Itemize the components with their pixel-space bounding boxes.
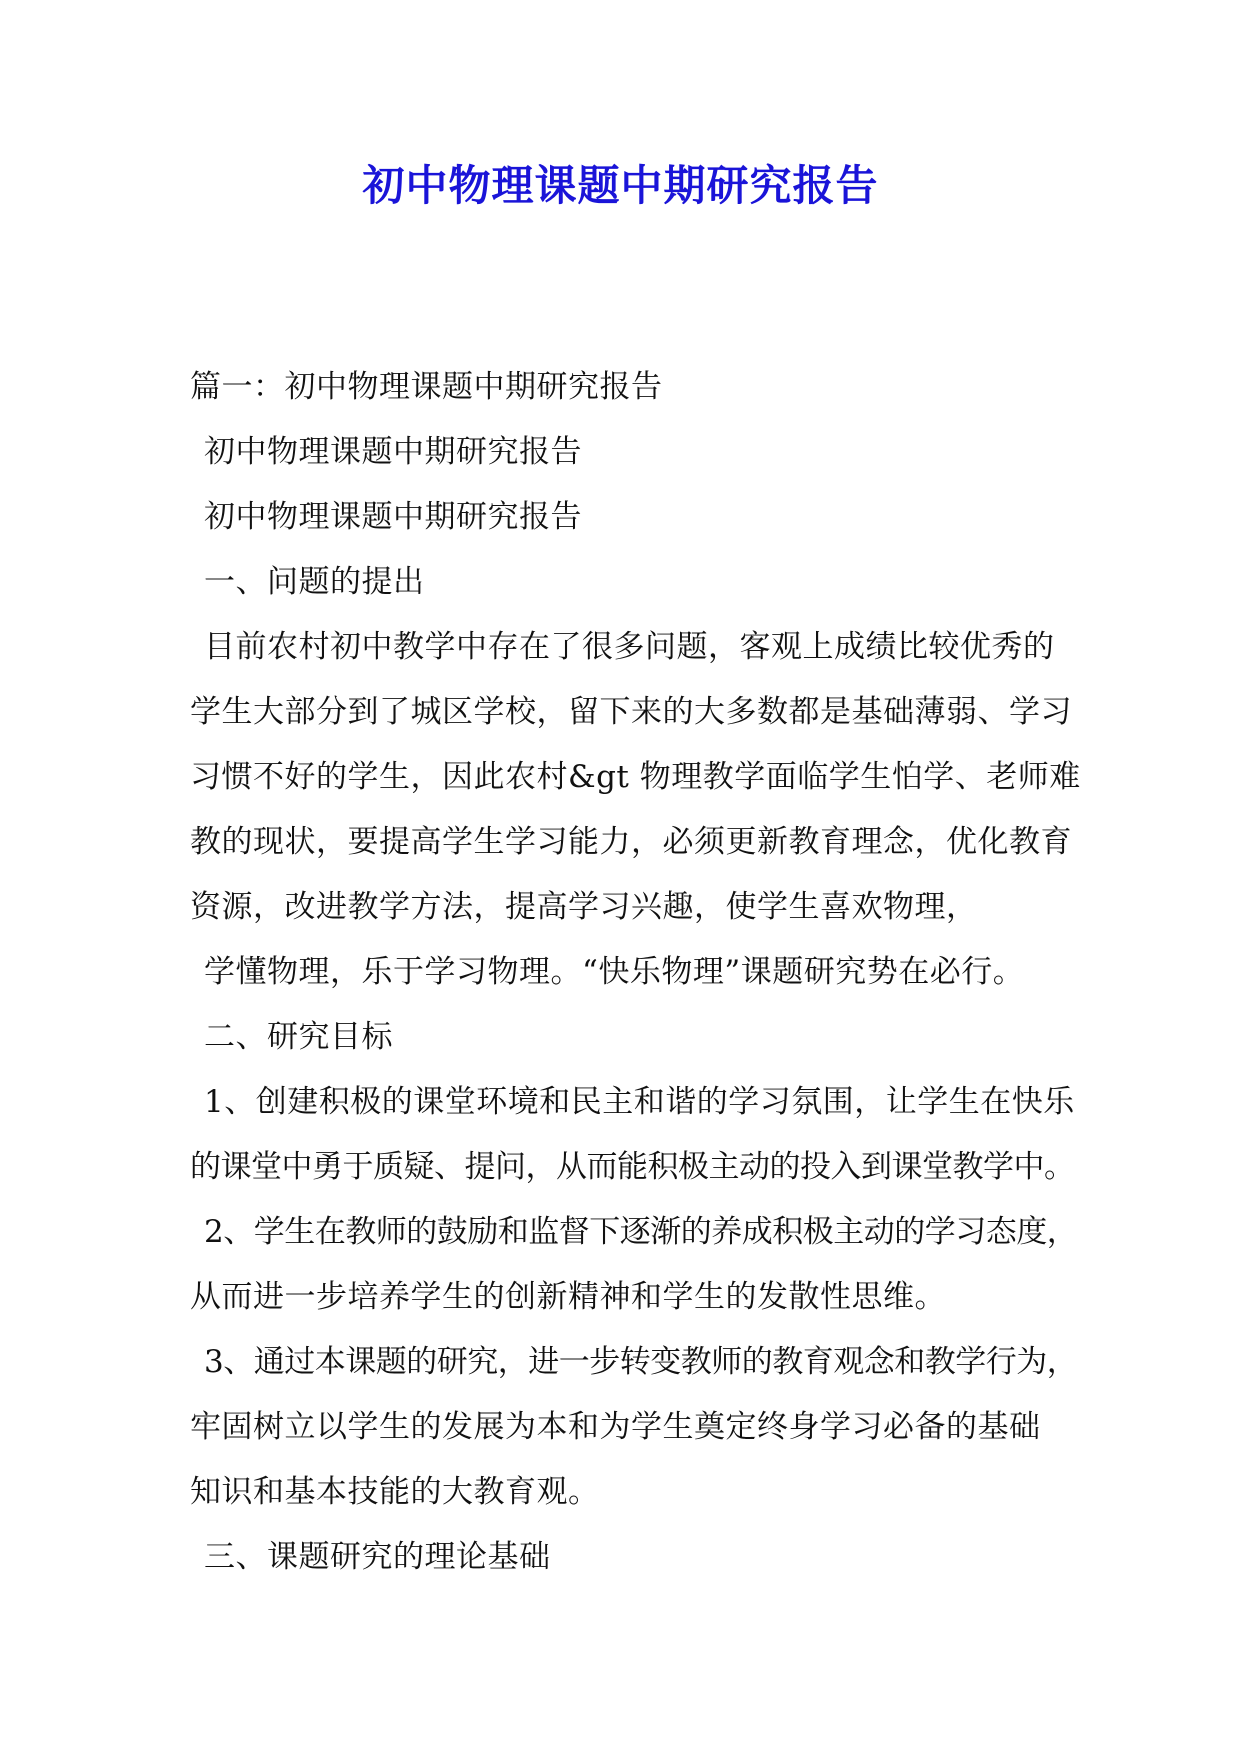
paragraph-line: 知识和基本技能的大教育观。 [190,1474,600,1510]
paragraph-line: 学生大部分到了城区学校，留下来的大多数都是基础薄弱、学习 [190,694,1072,730]
paragraph-line: 目前农村初中教学中存在了很多问题，客观上成绩比较优秀的 [204,629,1055,665]
paragraph-line: 教的现状，要提高学生学习能力，必须更新教育理念，优化教育 [190,824,1072,860]
paragraph-line: 资源，改进教学方法，提高学习兴趣，使学生喜欢物理， [190,889,978,925]
paragraph-line: 牢固树立以学生的发展为本和为学生奠定终身学习必备的基础 [190,1409,1041,1445]
paragraph-line: 从而进一步培养学生的创新精神和学生的发散性思维。 [190,1279,946,1315]
subtitle-line: 初中物理课题中期研究报告 [204,499,582,535]
paragraph-line: 1、创建积极的课堂环境和民主和谐的学习氛围，让学生在快乐 [204,1084,1075,1120]
section-heading: 二、研究目标 [204,1019,393,1055]
section-heading: 三、课题研究的理论基础 [204,1539,551,1575]
paragraph-line: 的课堂中勇于质疑、提问，从而能积极主动的投入到课堂教学中。 [190,1149,1075,1185]
section-heading: 一、问题的提出 [204,564,425,600]
paragraph-line: 2、学生在教师的鼓励和监督下逐渐的养成积极主动的学习态度， [204,1214,1078,1250]
section-heading: 篇一：初中物理课题中期研究报告 [190,369,663,405]
document-body [190,355,1081,1590]
paragraph-line: 习惯不好的学生，因此农村&gt 物理教学面临学生怕学、老师难 [190,759,1081,795]
document-title: 初中物理课题中期研究报告 [362,161,879,210]
paragraph-line: 3、通过本课题的研究，进一步转变教师的教育观念和教学行为， [204,1344,1078,1380]
paragraph-line: 学懂物理，乐于学习物理。“快乐物理”课题研究势在必行。 [204,954,1025,990]
subtitle-line: 初中物理课题中期研究报告 [204,434,582,470]
